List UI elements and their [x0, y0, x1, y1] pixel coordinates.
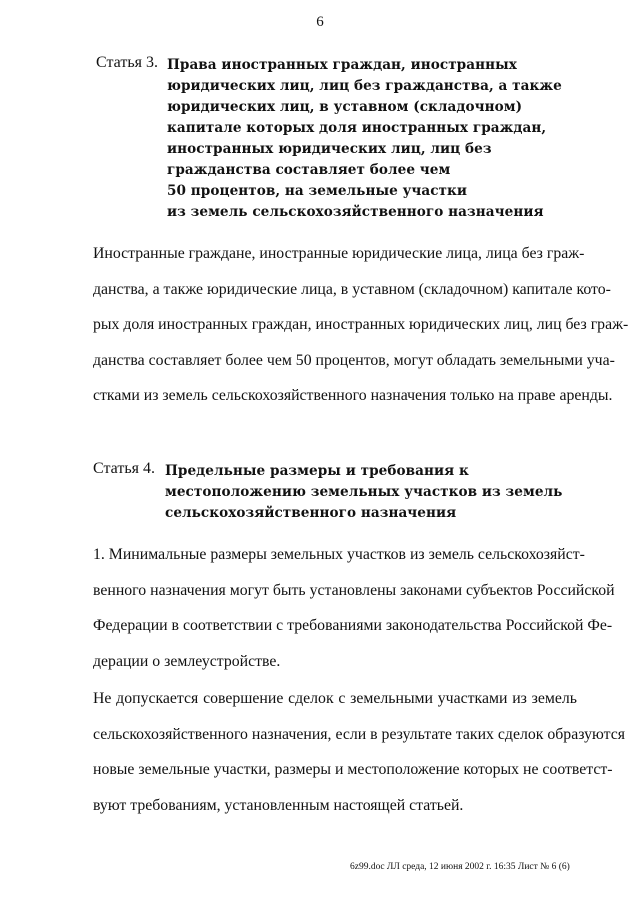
article-3-body-line: стками из земель сельскохозяйственного назначения только на праве аренды.: [93, 387, 613, 404]
article-3-body: [93, 244, 629, 422]
article-3-title-line: гражданства составляет более чем: [167, 162, 451, 178]
article-3-title-line: Права иностранных граждан, иностранных: [167, 57, 517, 73]
article-3-title-line: капитале которых доля иностранных граждан,: [167, 120, 547, 136]
article-4-paragraph-1-line: Федерации в соответствии с требованиями законодательства Российской Фе-: [93, 617, 613, 634]
article-4-paragraph-2-line: новые земельные участки, размеры и местоположение которых не соответст-: [93, 761, 613, 778]
article-4-paragraph-2-line: сельскохозяйственного назначения, если в результате таких сделок образуются: [93, 725, 625, 743]
article-4-paragraph-1: [93, 545, 615, 687]
article-4-paragraph-2: [93, 689, 625, 831]
article-4-paragraph-1-line: венного назначения могут быть установлены законами субъектов Российской: [93, 581, 615, 599]
article-4-label: Статья 4.: [93, 460, 155, 477]
page-number: 6: [316, 14, 324, 30]
article-4-title-line: сельскохозяйственного назначения: [165, 505, 457, 521]
article-3-title-line: из земель сельскохозяйственного назначения: [167, 204, 544, 220]
article-3-label: Статья 3.: [96, 54, 158, 71]
article-4-paragraph-1-line: 1. Минимальные размеры земельных участков из земель сельскохозяйст-: [93, 546, 585, 563]
article-4-paragraph-2-line: вуют требованиям, установленным настоящей статьей.: [93, 796, 464, 814]
article-3-body-line: Иностранные граждане, иностранные юридические лица, лица без граж-: [93, 245, 585, 262]
article-3-body-line: данства, а также юридические лица, в уставном (складочном) капитале кото-: [93, 280, 611, 298]
article-4-paragraph-1-line: дерации о землеустройстве.: [93, 652, 281, 670]
article-3-body-line: рых доля иностранных граждан, иностранных юридических лиц, лиц без граж-: [93, 316, 629, 333]
article-4-title: [165, 461, 562, 524]
article-4-title-line: местоположению земельных участков из земель: [165, 484, 563, 500]
article-3-title-line: юридических лиц, лиц без гражданства, а также: [167, 78, 562, 94]
article-3-title-line: 50 процентов, на земельные участки: [167, 183, 468, 199]
article-3-title: [167, 55, 562, 223]
article-3-title-line: иностранных юридических лиц, лиц без: [167, 141, 492, 157]
article-3-title-line: юридических лиц, в уставном (складочном): [167, 99, 523, 115]
article-3-body-line: данства составляет более чем 50 процентов, могут обладать земельными уча-: [93, 351, 615, 369]
article-4-title-line: Предельные размеры и требования к: [165, 463, 469, 479]
article-4-paragraph-2-line: Не допускается совершение сделок с земельными участками из земель: [93, 690, 577, 707]
document-footer: 6z99.doc ЛЛ среда, 12 июня 2002 г. 16:35 Лист № 6 (6): [350, 862, 570, 872]
